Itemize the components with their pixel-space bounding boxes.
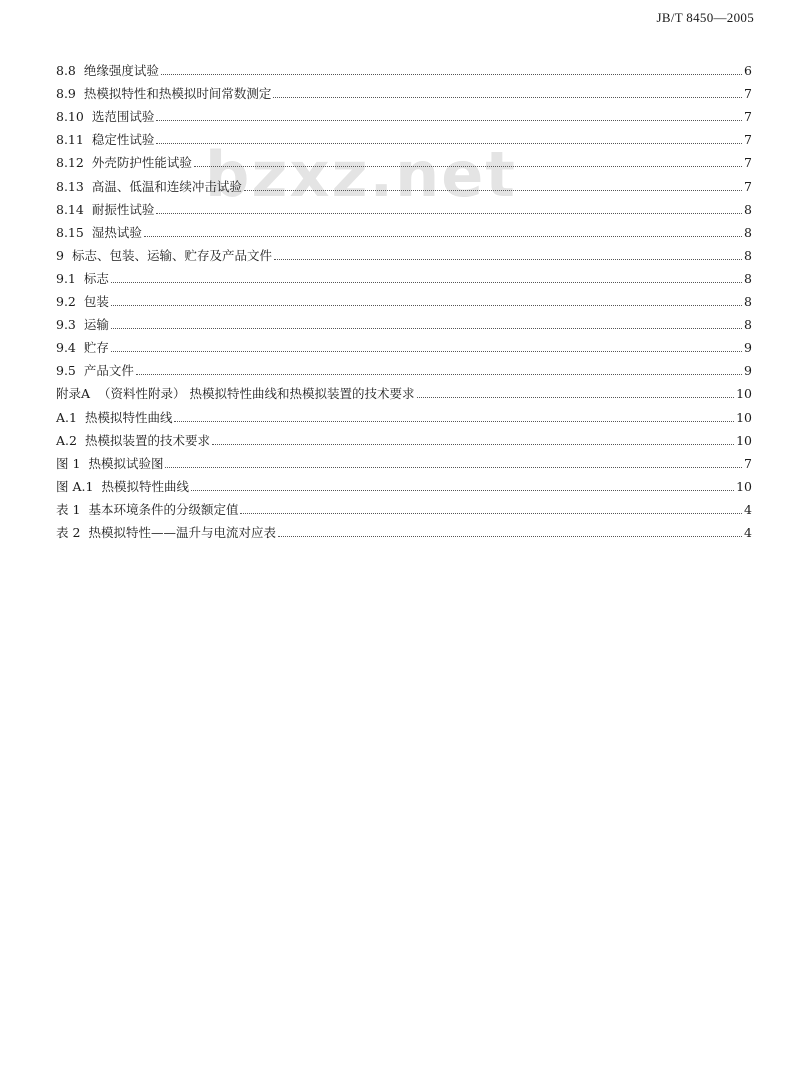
toc-entry-number: 8.11 (56, 132, 84, 148)
toc-entry-number: 8.12 (56, 155, 84, 171)
toc-entry-page: 6 (744, 63, 752, 79)
toc-leader-dots (244, 190, 742, 191)
toc-entry-page: 7 (744, 109, 752, 125)
toc-entry-number: 9.1 (56, 270, 76, 286)
toc-leader-dots (240, 513, 742, 514)
toc-entry-title: （资料性附录） 热模拟特性曲线和热模拟装置的技术要求 (98, 386, 415, 402)
toc-entry-page: 7 (744, 155, 752, 171)
toc-leader-dots (194, 166, 742, 167)
toc-entry-title: 热模拟特性曲线 (84, 409, 173, 425)
toc-entry-page: 8 (744, 201, 752, 217)
toc-entry-title: 选范围试验 (91, 109, 155, 125)
toc-entry[interactable] (56, 471, 752, 494)
toc-entry-number: 附录A (56, 386, 91, 402)
toc-entry-number: 8.13 (56, 178, 84, 194)
toc-leader-dots (111, 305, 742, 306)
toc-leader-dots (274, 259, 742, 260)
toc-entry-title: 稳定性试验 (91, 132, 155, 148)
toc-entry-number: 8.10 (56, 109, 84, 125)
toc-leader-dots (278, 536, 742, 537)
standard-code: JB/T 8450—2005 (656, 10, 754, 25)
toc-entry-title: 热模拟装置的技术要求 (84, 432, 210, 448)
toc-entry-page: 10 (736, 386, 752, 402)
toc-entry-page: 7 (744, 455, 752, 471)
toc-entry-title: 热模拟特性和热模拟时间常数测定 (83, 86, 272, 102)
toc-entry-page: 7 (744, 132, 752, 148)
toc-entry[interactable] (56, 378, 752, 401)
toc-leader-dots (273, 97, 742, 98)
toc-entry-page: 4 (744, 524, 752, 540)
toc-entry[interactable] (56, 240, 752, 263)
toc-entry-number: 9.3 (56, 317, 76, 333)
toc-entry-number: 8.14 (56, 201, 84, 217)
toc-leader-dots (165, 467, 742, 468)
toc-entry[interactable] (56, 517, 752, 540)
toc-entry[interactable] (56, 78, 752, 101)
toc-entry-page: 8 (744, 317, 752, 333)
toc-entry-number: 图 A.1 (56, 478, 94, 494)
toc-entry[interactable] (56, 194, 752, 217)
toc-entry-page: 9 (744, 340, 752, 356)
toc-entry-title: 产品文件 (83, 363, 134, 379)
toc-entry-title: 热模拟特性——温升与电流对应表 (88, 524, 276, 540)
toc-entry-title: 贮存 (83, 340, 109, 356)
toc-leader-dots (191, 490, 734, 491)
toc-entry-number: 9.4 (56, 340, 76, 356)
toc-entry-page: 10 (736, 409, 752, 425)
toc-entry-number: 9.2 (56, 294, 76, 310)
toc-leader-dots (111, 328, 742, 329)
toc-entry[interactable] (56, 332, 752, 355)
toc-entry-page: 8 (744, 294, 752, 310)
toc-entry-title: 外壳防护性能试验 (91, 155, 192, 171)
toc-entry-number: 表 1 (56, 501, 81, 517)
toc-entry-page: 7 (744, 86, 752, 102)
toc-entry[interactable] (56, 217, 752, 240)
toc-entry-page: 4 (744, 501, 752, 517)
toc-leader-dots (136, 374, 742, 375)
toc-entry-title: 湿热试验 (91, 224, 142, 240)
toc-entry[interactable] (56, 55, 752, 78)
toc-entry[interactable] (56, 355, 752, 378)
toc-leader-dots (111, 351, 742, 352)
toc-entry-page: 8 (744, 224, 752, 240)
toc-entry[interactable] (56, 124, 752, 147)
toc-entry-number: 9.5 (56, 363, 76, 379)
toc-entry-page: 7 (744, 178, 752, 194)
toc-entry-title: 绝缘强度试验 (83, 63, 159, 79)
toc-leader-dots (156, 143, 742, 144)
toc-entry-title: 耐振性试验 (91, 201, 155, 217)
toc-leader-dots (417, 397, 735, 398)
toc-entry-number: 表 2 (56, 524, 81, 540)
toc-entry-title: 热模拟特性曲线 (101, 478, 189, 494)
toc-entry[interactable] (56, 286, 752, 309)
watermark: bzxz.net (205, 138, 517, 211)
toc-leader-dots (144, 236, 742, 237)
toc-entry-page: 8 (744, 247, 752, 263)
toc-leader-dots (111, 282, 742, 283)
toc-entry-number: 8.9 (56, 86, 76, 102)
toc-entry[interactable] (56, 147, 752, 170)
toc-entry[interactable] (56, 263, 752, 286)
toc-entry-title: 运输 (83, 317, 109, 333)
table-of-contents (56, 55, 752, 540)
toc-entry-number: 8.15 (56, 224, 84, 240)
toc-entry-page: 8 (744, 270, 752, 286)
toc-entry-page: 10 (736, 432, 752, 448)
toc-entry-number: 8.8 (56, 63, 76, 79)
toc-entry-title: 高温、低温和连续冲击试验 (91, 178, 242, 194)
toc-entry-number: A.1 (56, 409, 77, 425)
toc-entry-number: A.2 (56, 432, 77, 448)
toc-entry-title: 标志 (83, 270, 109, 286)
toc-entry-number: 图 1 (56, 455, 81, 471)
toc-entry[interactable] (56, 448, 752, 471)
toc-leader-dots (212, 444, 734, 445)
toc-entry[interactable] (56, 425, 752, 448)
toc-entry-title: 包装 (83, 294, 109, 310)
toc-entry[interactable] (56, 101, 752, 124)
toc-entry-title: 标志、包装、运输、贮存及产品文件 (71, 247, 272, 263)
toc-leader-dots (156, 213, 742, 214)
toc-entry[interactable] (56, 170, 752, 193)
toc-entry-page: 10 (736, 478, 752, 494)
toc-entry-title: 热模拟试验图 (88, 455, 164, 471)
toc-entry[interactable] (56, 494, 752, 517)
toc-entry-title: 基本环境条件的分级额定值 (88, 501, 239, 517)
toc-entry[interactable] (56, 309, 752, 332)
toc-entry-number: 9 (56, 247, 64, 263)
toc-leader-dots (161, 74, 742, 75)
toc-leader-dots (156, 120, 742, 121)
toc-entry-page: 9 (744, 363, 752, 379)
toc-entry[interactable] (56, 401, 752, 424)
toc-leader-dots (174, 421, 734, 422)
